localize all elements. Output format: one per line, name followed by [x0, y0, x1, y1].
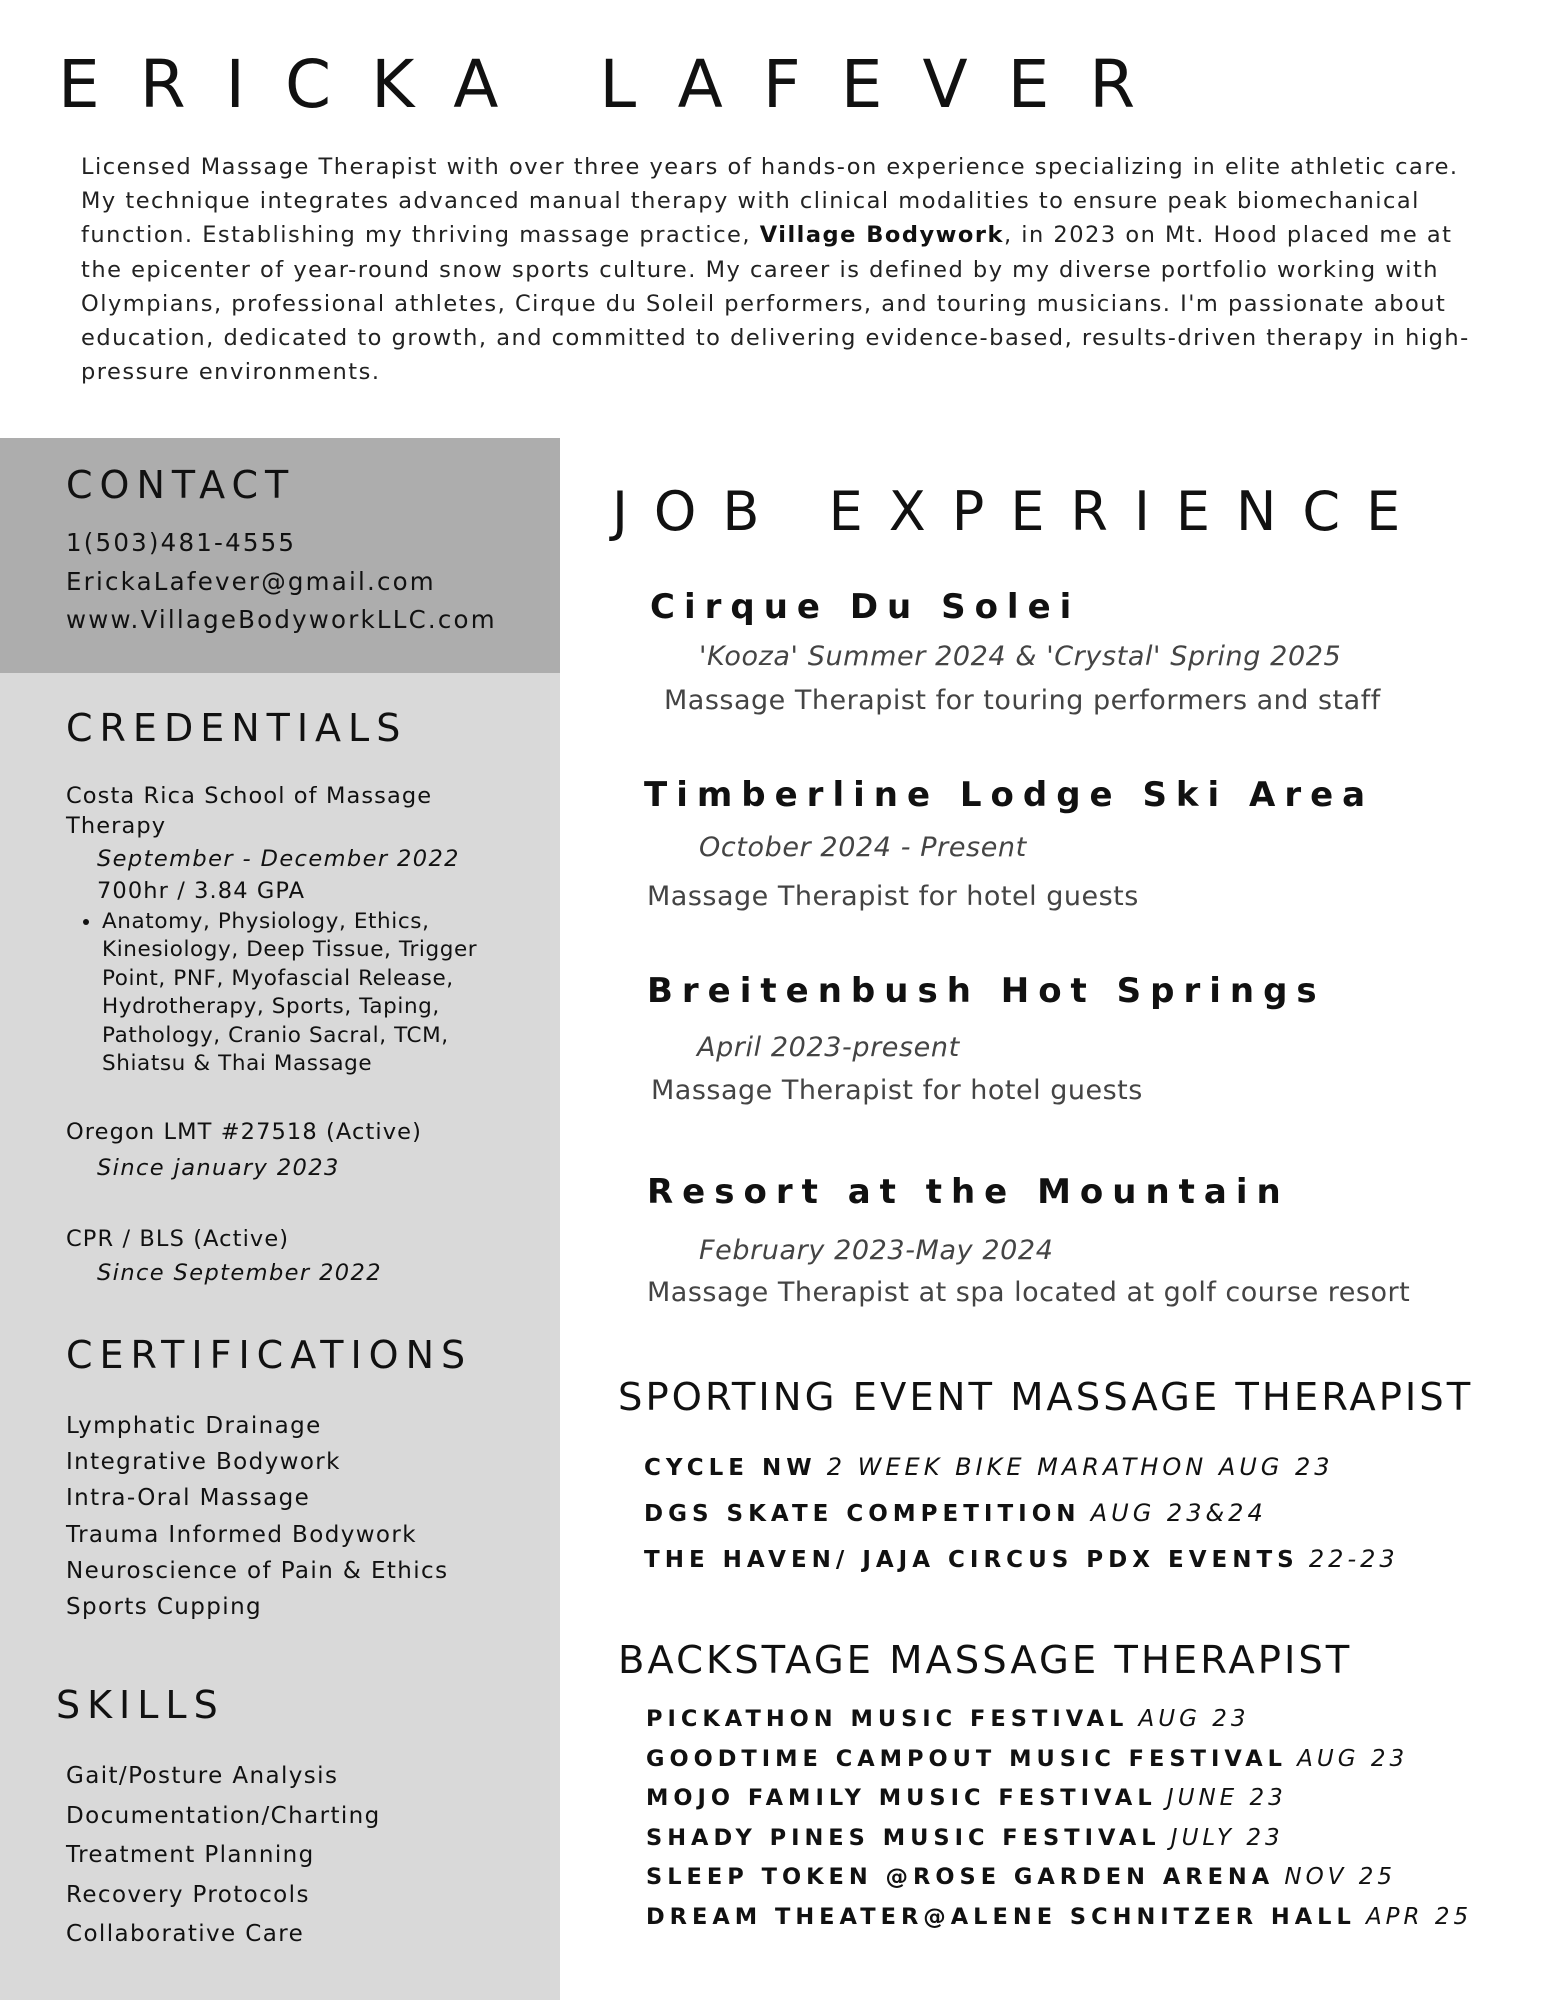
- job-dates: February 2023-May 2024: [699, 1235, 1054, 1266]
- backstage-heading: BACKSTAGE MASSAGE THERAPIST: [618, 1638, 1353, 1683]
- job-description: Massage Therapist for touring performers and staff: [664, 685, 1381, 716]
- event-name: DGS SKATE COMPETITION: [644, 1501, 1081, 1527]
- event-date: APR 25: [1365, 1904, 1473, 1930]
- list-item: Gait/Posture Analysis: [66, 1763, 339, 1789]
- event-name: PICKATHON MUSIC FESTIVAL: [646, 1706, 1129, 1732]
- profile-summary: [81, 150, 1501, 389]
- event-name: MOJO FAMILY MUSIC FESTIVAL: [646, 1785, 1157, 1812]
- school-hours: 700hr / 3.84 GPA: [97, 878, 306, 904]
- license-since: Since january 2023: [97, 1155, 340, 1181]
- resume-name: ERICKA LAFEVER: [58, 46, 1176, 123]
- school-topics-list: [78, 908, 522, 1078]
- job-dates: October 2024 - Present: [699, 832, 1027, 863]
- event-row: [646, 1785, 1287, 1811]
- school-dates: September - December 2022: [97, 846, 460, 872]
- contact-website: www.VillageBodyworkLLC.com: [66, 605, 497, 634]
- event-row: [646, 1825, 1284, 1851]
- list-item: Integrative Bodywork: [66, 1449, 341, 1476]
- job-title: Resort at the Mountain: [647, 1172, 1290, 1212]
- summary-text-start: Licensed Massage Therapist with over three years of hands-on experience specializing in elite athletic care. My technique integrates advanced manual therapy with clinical modalities to ensure peak biomechanical function. Establishing my thriving massage practice,: [81, 154, 1459, 249]
- list-item: Sports Cupping: [66, 1594, 263, 1621]
- job-description: Massage Therapist for hotel guests: [651, 1075, 1143, 1106]
- list-item: Recovery Protocols: [66, 1881, 310, 1908]
- event-name: SHADY PINES MUSIC FESTIVAL: [646, 1824, 1161, 1851]
- school-topics: • Anatomy, Physiology, Ethics, Kinesiology, Deep Tissue, Trigger Point, PNF, Myofascial Release, Hydrotherapy, Sports, Taping, Pathology, Cranio Sacral, TCM, Shiatsu & Thai Massage: [102, 908, 522, 1078]
- event-date: JULY 23: [1170, 1824, 1284, 1851]
- event-date: AUG 23&24: [1090, 1499, 1267, 1527]
- event-row: [646, 1746, 1408, 1772]
- event-row: [646, 1864, 1396, 1890]
- contact-heading: CONTACT: [66, 463, 296, 507]
- practice-name: Village Bodywork: [759, 222, 1004, 249]
- event-date: NOV 25: [1284, 1864, 1396, 1891]
- event-date: AUG 23: [1138, 1706, 1250, 1732]
- event-row: [644, 1499, 1267, 1527]
- list-item: Lymphatic Drainage: [66, 1413, 322, 1439]
- event-name: SLEEP TOKEN @ROSE GARDEN ARENA: [646, 1864, 1275, 1891]
- event-row: [646, 1904, 1472, 1930]
- list-item: Collaborative Care: [66, 1921, 305, 1948]
- cpr-cert: CPR / BLS (Active): [66, 1226, 290, 1252]
- job-title: Breitenbush Hot Springs: [647, 971, 1326, 1011]
- event-row: [646, 1706, 1249, 1732]
- list-item: Documentation/Charting: [66, 1802, 381, 1829]
- summary-text-end: , in 2023 on Mt. Hood placed me at the epicenter of year-round snow sports culture. My career is defined by my diverse portfolio working with Olympians, professional athletes, Cirque du Soleil performers, and touring musicians. I'm passionate about education, dedicated to growth, and committed to delivering evidence-based, results-driven therapy in high-pressure environments.: [81, 222, 1470, 386]
- event-date: AUG 23: [1297, 1745, 1409, 1772]
- job-title: Timberline Lodge Ski Area: [644, 775, 1375, 815]
- list-item: Treatment Planning: [66, 1842, 315, 1869]
- job-title: Cirque Du Solei: [650, 587, 1081, 627]
- event-name: THE HAVEN/ JAJA CIRCUS PDX EVENTS: [644, 1547, 1299, 1573]
- list-item: Intra-Oral Massage: [66, 1485, 311, 1512]
- school-name: Costa Rica School of Massage: [66, 783, 433, 809]
- school-name-cont: Therapy: [66, 813, 167, 839]
- list-item: Neuroscience of Pain & Ethics: [66, 1557, 449, 1584]
- certifications-list: [66, 1408, 449, 1625]
- contact-email: ErickaLafever@gmail.com: [66, 567, 436, 596]
- event-name: GOODTIME CAMPOUT MUSIC FESTIVAL: [646, 1745, 1287, 1772]
- event-name: DREAM THEATER@ALENE SCHNITZER HALL: [646, 1904, 1356, 1930]
- event-row: [644, 1545, 1399, 1573]
- job-experience-heading: JOB EXPERIENCE: [612, 480, 1427, 543]
- credentials-heading: CREDENTIALS: [66, 706, 408, 750]
- certifications-heading: CERTIFICATIONS: [66, 1333, 473, 1377]
- sporting-heading: SPORTING EVENT MASSAGE THERAPIST: [618, 1375, 1474, 1420]
- contact-phone: 1(503)481-4555: [66, 528, 297, 557]
- list-item: Trauma Informed Bodywork: [66, 1521, 417, 1548]
- event-date: 2 WEEK BIKE MARATHON AUG 23: [826, 1453, 1334, 1481]
- event-date: JUNE 23: [1166, 1785, 1287, 1812]
- job-dates: 'Kooza' Summer 2024 & 'Crystal' Spring 2025: [699, 641, 1342, 672]
- job-description: Massage Therapist at spa located at golf course resort: [647, 1277, 1411, 1308]
- job-description: Massage Therapist for hotel guests: [647, 881, 1139, 912]
- event-name: CYCLE NW: [644, 1455, 817, 1481]
- license: Oregon LMT #27518 (Active): [66, 1119, 422, 1145]
- job-dates: April 2023-present: [697, 1032, 960, 1063]
- skills-list: [66, 1757, 381, 1955]
- cpr-since: Since September 2022: [97, 1260, 382, 1286]
- event-row: [644, 1453, 1334, 1481]
- skills-heading: SKILLS: [56, 1683, 225, 1727]
- event-date: 22-23: [1308, 1545, 1399, 1573]
